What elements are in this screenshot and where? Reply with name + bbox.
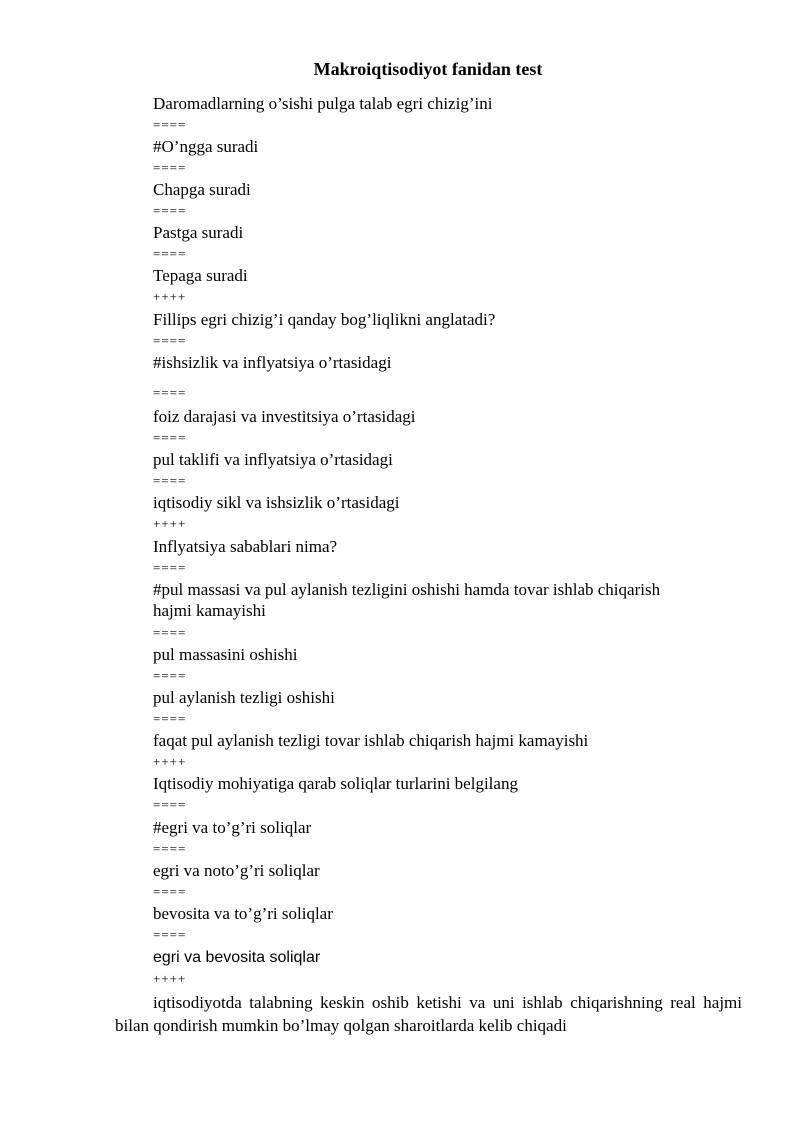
answer-option: bevosita va to’g’ri soliqlar [153, 904, 333, 923]
option-separator: ==== [153, 385, 187, 400]
answer-option: Chapga suradi [153, 180, 251, 199]
answer-option: #ishsizlik va inflyatsiya o’rtasidagi [153, 353, 392, 372]
option-separator: ==== [153, 203, 187, 218]
answer-option: #O’ngga suradi [153, 137, 259, 156]
page-title: Makroiqtisodiyot fanidan test [313, 59, 543, 79]
answer-option: Pastga suradi [153, 223, 244, 242]
answer-option: #pul massasi va pul aylanish tezligini oshishi hamda tovar ishlab chiqarish [153, 580, 661, 599]
answer-option: Tepaga suradi [153, 266, 248, 285]
option-separator: ==== [153, 473, 187, 488]
option-separator: ==== [153, 927, 187, 942]
option-separator: ==== [153, 560, 187, 575]
option-separator: ==== [153, 246, 187, 261]
question-paragraph: iqtisodiyotda talabning keskin oshib ketishi va uni ishlab chiqarishning real hajmi bilan qondirish mumkin bo’lmay qolgan sharoitlarda kelib chiqadi [115, 993, 742, 1035]
answer-option: pul aylanish tezligi oshishi [153, 688, 335, 707]
question-separator: ++++ [153, 516, 187, 531]
option-separator: ==== [153, 711, 187, 726]
option-separator: ==== [153, 430, 187, 445]
option-separator: ==== [153, 841, 187, 856]
answer-option: foiz darajasi va investitsiya o’rtasidagi [153, 407, 416, 426]
question-text: Daromadlarning o’sishi pulga talab egri chizig’ini [153, 94, 493, 113]
option-separator: ==== [153, 625, 187, 640]
answer-option: egri va noto’g’ri soliqlar [153, 861, 320, 880]
answer-option: pul massasini oshishi [153, 645, 298, 664]
question-text: Fillips egri chizig’i qanday bog’liqlikni anglatadi? [153, 310, 496, 329]
answer-option: iqtisodiy sikl va ishsizlik o’rtasidagi [153, 493, 400, 512]
option-separator: ==== [153, 117, 187, 132]
question-separator: ++++ [153, 289, 187, 304]
question-text: Iqtisodiy mohiyatiga qarab soliqlar turlarini belgilang [153, 774, 518, 793]
answer-option-continued: hajmi kamayishi [153, 601, 266, 620]
answer-option: faqat pul aylanish tezligi tovar ishlab chiqarish hajmi kamayishi [153, 731, 589, 750]
answer-option: egri va bevosita soliqlar [153, 949, 321, 966]
question-separator: ++++ [153, 754, 187, 769]
question-separator: ++++ [153, 971, 187, 986]
option-separator: ==== [153, 668, 187, 683]
answer-option: #egri va to’g’ri soliqlar [153, 818, 312, 837]
option-separator: ==== [153, 884, 187, 899]
question-text: Inflyatsiya sabablari nima? [153, 537, 338, 556]
option-separator: ==== [153, 333, 187, 348]
option-separator: ==== [153, 797, 187, 812]
option-separator: ==== [153, 160, 187, 175]
answer-option: pul taklifi va inflyatsiya o’rtasidagi [153, 450, 393, 469]
